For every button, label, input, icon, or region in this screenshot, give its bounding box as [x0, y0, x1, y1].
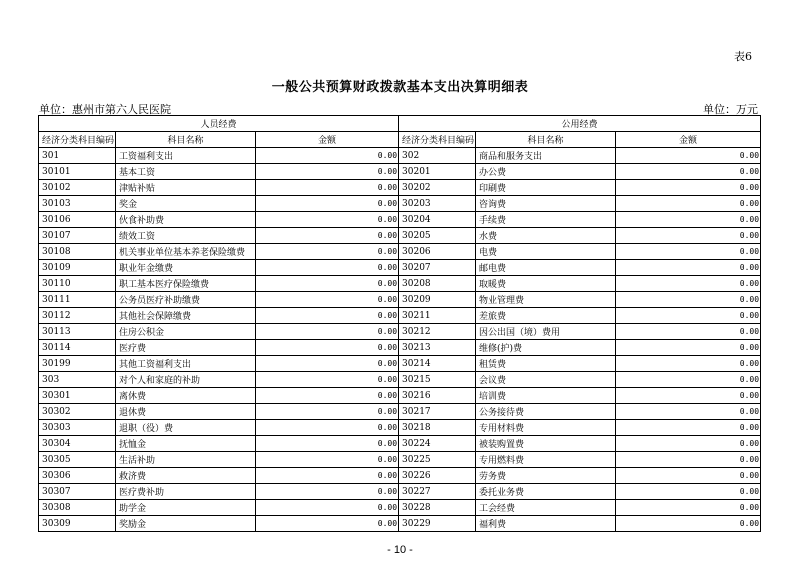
cell-name-right: 工会经费 [476, 500, 616, 516]
cell-name-right: 水费 [476, 228, 616, 244]
table-row [39, 452, 761, 468]
cell-name-right: 咨询费 [476, 196, 616, 212]
cell-amount-right: 0.00 [616, 196, 761, 212]
cell-amount-left: 0.00 [256, 452, 399, 468]
cell-name-right: 会议费 [476, 372, 616, 388]
cell-amount-left: 0.00 [256, 468, 399, 484]
cell-amount-left: 0.00 [256, 420, 399, 436]
table-row [39, 308, 761, 324]
cell-amount-right: 0.00 [616, 404, 761, 420]
cell-name-right: 专用材料费 [476, 420, 616, 436]
cell-amount-right: 0.00 [616, 500, 761, 516]
table-row [39, 196, 761, 212]
currency-unit: 单位：万元 [703, 103, 758, 116]
column-header-code: 经济分类科目编码 [399, 132, 476, 148]
cell-name-left: 退职（役）费 [116, 420, 256, 436]
cell-code-left: 30106 [39, 212, 116, 228]
cell-name-left: 医疗费补助 [116, 484, 256, 500]
cell-amount-right: 0.00 [616, 356, 761, 372]
cell-code-left: 30102 [39, 180, 116, 196]
cell-amount-left: 0.00 [256, 484, 399, 500]
table-row [39, 356, 761, 372]
cell-code-right: 302 [399, 148, 476, 164]
cell-code-right: 30218 [399, 420, 476, 436]
cell-code-right: 30203 [399, 196, 476, 212]
cell-amount-right: 0.00 [616, 260, 761, 276]
cell-name-right: 因公出国（境）费用 [476, 324, 616, 340]
cell-code-right: 30211 [399, 308, 476, 324]
table-row [39, 500, 761, 516]
cell-amount-left: 0.00 [256, 404, 399, 420]
cell-amount-left: 0.00 [256, 164, 399, 180]
cell-amount-right: 0.00 [616, 436, 761, 452]
cell-name-left: 离休费 [116, 388, 256, 404]
cell-name-right: 租赁费 [476, 356, 616, 372]
cell-amount-left: 0.00 [256, 356, 399, 372]
cell-code-left: 30303 [39, 420, 116, 436]
cell-amount-left: 0.00 [256, 180, 399, 196]
cell-name-left: 其他工资福利支出 [116, 356, 256, 372]
table-row [39, 324, 761, 340]
cell-code-left: 30301 [39, 388, 116, 404]
cell-name-right: 取暖费 [476, 276, 616, 292]
cell-amount-left: 0.00 [256, 196, 399, 212]
table-row [39, 292, 761, 308]
cell-amount-left: 0.00 [256, 276, 399, 292]
cell-name-left: 助学金 [116, 500, 256, 516]
cell-code-right: 30213 [399, 340, 476, 356]
cell-name-left: 住房公积金 [116, 324, 256, 340]
cell-name-left: 职业年金缴费 [116, 260, 256, 276]
cell-amount-left: 0.00 [256, 500, 399, 516]
cell-code-right: 30209 [399, 292, 476, 308]
cell-name-left: 工资福利支出 [116, 148, 256, 164]
cell-code-right: 30202 [399, 180, 476, 196]
table-row [39, 516, 761, 532]
cell-name-left: 奖金 [116, 196, 256, 212]
table-row [39, 340, 761, 356]
cell-name-left: 津贴补贴 [116, 180, 256, 196]
cell-name-right: 差旅费 [476, 308, 616, 324]
column-header-amount: 金额 [256, 132, 399, 148]
cell-name-left: 奖励金 [116, 516, 256, 532]
cell-code-left: 30114 [39, 340, 116, 356]
column-header-amount: 金额 [616, 132, 761, 148]
cell-amount-right: 0.00 [616, 452, 761, 468]
cell-code-left: 303 [39, 372, 116, 388]
cell-name-right: 维修(护)费 [476, 340, 616, 356]
cell-name-left: 对个人和家庭的补助 [116, 372, 256, 388]
table-row [39, 244, 761, 260]
cell-code-right: 30214 [399, 356, 476, 372]
cell-code-right: 30229 [399, 516, 476, 532]
cell-amount-right: 0.00 [616, 340, 761, 356]
cell-name-left: 生活补助 [116, 452, 256, 468]
cell-code-left: 30110 [39, 276, 116, 292]
cell-amount-left: 0.00 [256, 436, 399, 452]
cell-code-left: 30108 [39, 244, 116, 260]
cell-amount-right: 0.00 [616, 420, 761, 436]
table-row [39, 180, 761, 196]
cell-amount-right: 0.00 [616, 308, 761, 324]
cell-amount-right: 0.00 [616, 244, 761, 260]
cell-name-right: 专用燃料费 [476, 452, 616, 468]
table-row [39, 420, 761, 436]
cell-name-left: 退休费 [116, 404, 256, 420]
cell-amount-left: 0.00 [256, 388, 399, 404]
cell-code-left: 30304 [39, 436, 116, 452]
cell-code-right: 30212 [399, 324, 476, 340]
cell-name-right: 手续费 [476, 212, 616, 228]
cell-amount-right: 0.00 [616, 180, 761, 196]
cell-name-right: 电费 [476, 244, 616, 260]
cell-code-left: 30309 [39, 516, 116, 532]
cell-amount-right: 0.00 [616, 212, 761, 228]
cell-name-right: 商品和服务支出 [476, 148, 616, 164]
table-row [39, 372, 761, 388]
table-row [39, 212, 761, 228]
cell-code-right: 30226 [399, 468, 476, 484]
cell-code-right: 30205 [399, 228, 476, 244]
cell-code-left: 30113 [39, 324, 116, 340]
column-header-code: 经济分类科目编码 [39, 132, 116, 148]
cell-amount-right: 0.00 [616, 148, 761, 164]
cell-amount-right: 0.00 [616, 372, 761, 388]
table-row [39, 148, 761, 164]
cell-code-left: 30112 [39, 308, 116, 324]
cell-code-right: 30215 [399, 372, 476, 388]
cell-amount-left: 0.00 [256, 244, 399, 260]
cell-amount-right: 0.00 [616, 164, 761, 180]
cell-amount-left: 0.00 [256, 260, 399, 276]
unit-name: 单位：惠州市第六人民医院 [39, 103, 171, 116]
cell-code-left: 30109 [39, 260, 116, 276]
cell-name-left: 公务员医疗补助缴费 [116, 292, 256, 308]
cell-code-left: 301 [39, 148, 116, 164]
column-header-name: 科目名称 [476, 132, 616, 148]
cell-amount-right: 0.00 [616, 388, 761, 404]
cell-amount-left: 0.00 [256, 324, 399, 340]
cell-code-left: 30302 [39, 404, 116, 420]
cell-code-right: 30227 [399, 484, 476, 500]
cell-name-right: 物业管理费 [476, 292, 616, 308]
cell-name-left: 伙食补助费 [116, 212, 256, 228]
cell-code-right: 30224 [399, 436, 476, 452]
table-row [39, 228, 761, 244]
cell-name-left: 职工基本医疗保险缴费 [116, 276, 256, 292]
cell-code-left: 30107 [39, 228, 116, 244]
cell-name-left: 救济费 [116, 468, 256, 484]
expenditure-table [38, 115, 761, 532]
cell-name-right: 印刷费 [476, 180, 616, 196]
column-header-name: 科目名称 [116, 132, 256, 148]
cell-code-right: 30208 [399, 276, 476, 292]
cell-amount-right: 0.00 [616, 484, 761, 500]
cell-amount-left: 0.00 [256, 148, 399, 164]
cell-amount-right: 0.00 [616, 468, 761, 484]
cell-amount-left: 0.00 [256, 228, 399, 244]
cell-code-left: 30306 [39, 468, 116, 484]
cell-code-left: 30101 [39, 164, 116, 180]
table-row [39, 260, 761, 276]
table-row [39, 468, 761, 484]
cell-name-right: 福利费 [476, 516, 616, 532]
cell-code-left: 30199 [39, 356, 116, 372]
cell-code-right: 30207 [399, 260, 476, 276]
cell-code-left: 30111 [39, 292, 116, 308]
cell-amount-left: 0.00 [256, 340, 399, 356]
cell-amount-left: 0.00 [256, 212, 399, 228]
cell-code-right: 30204 [399, 212, 476, 228]
page-number: - 10 - [387, 544, 413, 556]
table-body [39, 148, 761, 532]
cell-code-left: 30305 [39, 452, 116, 468]
cell-name-right: 劳务费 [476, 468, 616, 484]
table-row [39, 436, 761, 452]
table-row [39, 404, 761, 420]
cell-amount-right: 0.00 [616, 516, 761, 532]
cell-name-left: 医疗费 [116, 340, 256, 356]
cell-amount-left: 0.00 [256, 308, 399, 324]
cell-amount-left: 0.00 [256, 516, 399, 532]
cell-code-right: 30217 [399, 404, 476, 420]
personnel-expense-header: 人员经费 [39, 116, 399, 132]
cell-name-right: 委托业务费 [476, 484, 616, 500]
cell-code-right: 30228 [399, 500, 476, 516]
cell-amount-right: 0.00 [616, 276, 761, 292]
cell-name-left: 绩效工资 [116, 228, 256, 244]
cell-code-left: 30103 [39, 196, 116, 212]
cell-name-right: 办公费 [476, 164, 616, 180]
cell-amount-left: 0.00 [256, 292, 399, 308]
cell-code-right: 30216 [399, 388, 476, 404]
cell-name-left: 其他社会保障缴费 [116, 308, 256, 324]
page-title: 一般公共预算财政拨款基本支出决算明细表 [271, 80, 529, 95]
table-row [39, 388, 761, 404]
cell-code-left: 30308 [39, 500, 116, 516]
cell-name-right: 公务接待费 [476, 404, 616, 420]
cell-code-right: 30201 [399, 164, 476, 180]
table-row [39, 164, 761, 180]
cell-code-left: 30307 [39, 484, 116, 500]
cell-name-right: 邮电费 [476, 260, 616, 276]
table-row [39, 484, 761, 500]
cell-amount-left: 0.00 [256, 372, 399, 388]
cell-code-right: 30206 [399, 244, 476, 260]
cell-code-right: 30225 [399, 452, 476, 468]
cell-amount-right: 0.00 [616, 228, 761, 244]
table-row [39, 276, 761, 292]
cell-amount-right: 0.00 [616, 292, 761, 308]
cell-name-left: 机关事业单位基本养老保险缴费 [116, 244, 256, 260]
cell-name-right: 培训费 [476, 388, 616, 404]
cell-name-left: 抚恤金 [116, 436, 256, 452]
table-number: 表6 [734, 50, 752, 63]
cell-name-left: 基本工资 [116, 164, 256, 180]
public-expense-header: 公用经费 [399, 116, 761, 132]
cell-amount-right: 0.00 [616, 324, 761, 340]
cell-name-right: 被装购置费 [476, 436, 616, 452]
